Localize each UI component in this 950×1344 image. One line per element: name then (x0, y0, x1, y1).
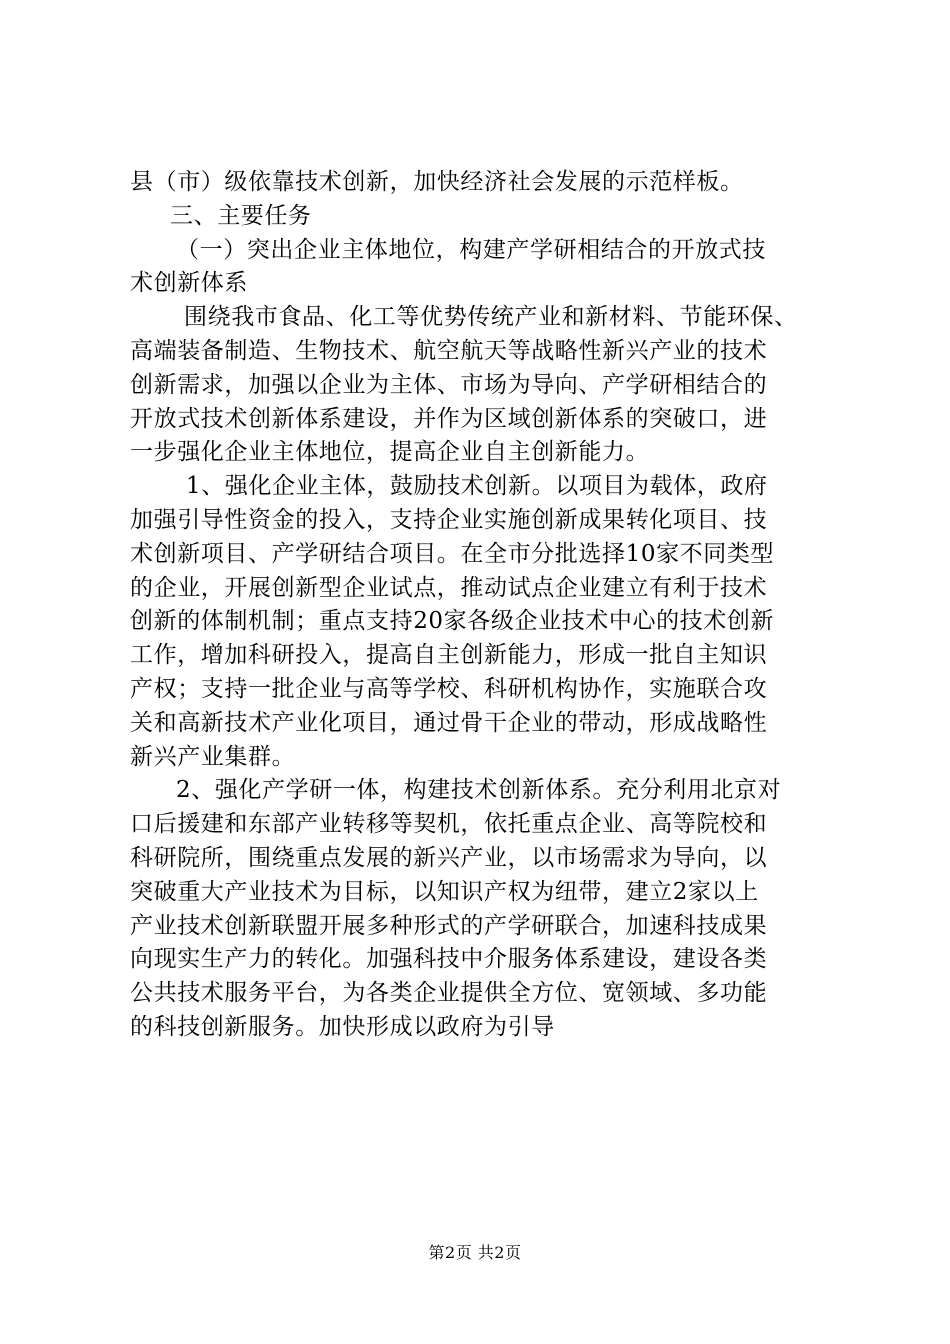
text-line: 突破重大产业技术为目标，以知识产权为纽带，建立2家以上 (130, 878, 759, 905)
text-line: 加强引导性资金的投入，支持企业实施创新成果转化项目、技 (130, 506, 768, 533)
text-line: 三、主要任务 (170, 202, 312, 229)
text-line: 创新的体制机制；重点支持20家各级企业技术中心的技术创新 (130, 608, 775, 635)
text-line: 新兴产业集群。 (130, 743, 296, 770)
text-line: 的科技创新服务。加快形成以政府为引导 (130, 1013, 555, 1040)
text-line: 产业技术创新联盟开展多种形式的产学研联合，加速科技成果 (130, 912, 768, 939)
text-line: 县（市）级依靠技术创新，加快经济社会发展的示范样板。 (130, 169, 744, 195)
page-footer: 第2页 共2页 (428, 1243, 522, 1262)
text-line: 产权；支持一批企业与高等学校、科研机构协作，实施联合攻 (130, 675, 768, 702)
text-line: 术创新体系 (130, 270, 248, 297)
text-line: 2、强化产学研一体，构建技术创新体系。充分利用北京对 (176, 777, 782, 804)
text-line: 术创新项目、产学研结合项目。在全市分批选择10家不同类型 (130, 540, 775, 567)
text-line: 向现实生产力的转化。加强科技中介服务体系建设，建设各类 (130, 946, 768, 973)
document-body (130, 166, 840, 1045)
text-line: 关和高新技术产业化项目，通过骨干企业的带动，形成战略性 (130, 709, 768, 736)
text-line: 1、强化企业主体，鼓励技术创新。以项目为载体，政府 (186, 473, 768, 500)
text-line: 公共技术服务平台，为各类企业提供全方位、宽领域、多功能 (130, 980, 768, 1007)
text-line: 一步强化企业主体地位，提高企业自主创新能力。 (130, 439, 650, 466)
text-line: 科研院所，围绕重点发展的新兴产业，以市场需求为导向，以 (130, 844, 768, 871)
text-line: 的企业，开展创新型企业试点，推动试点企业建立有利于技术 (130, 574, 768, 601)
text-line: 口后援建和东部产业转移等契机，依托重点企业、高等院校和 (130, 811, 768, 838)
text-line: 围绕我市食品、化工等优势传统产业和新材料、节能环保、 (184, 304, 798, 331)
text-line: 开放式技术创新体系建设，并作为区域创新体系的突破口，进 (130, 405, 768, 432)
text-line: 高端装备制造、生物技术、航空航天等战略性新兴产业的技术 (130, 337, 768, 364)
text-line: 创新需求，加强以企业为主体、市场为导向、产学研相结合的 (130, 371, 768, 398)
text-line: （一）突出企业主体地位，构建产学研相结合的开放式技 (176, 236, 766, 263)
text-line: 工作，增加科研投入，提高自主创新能力，形成一批自主知识 (130, 642, 768, 669)
